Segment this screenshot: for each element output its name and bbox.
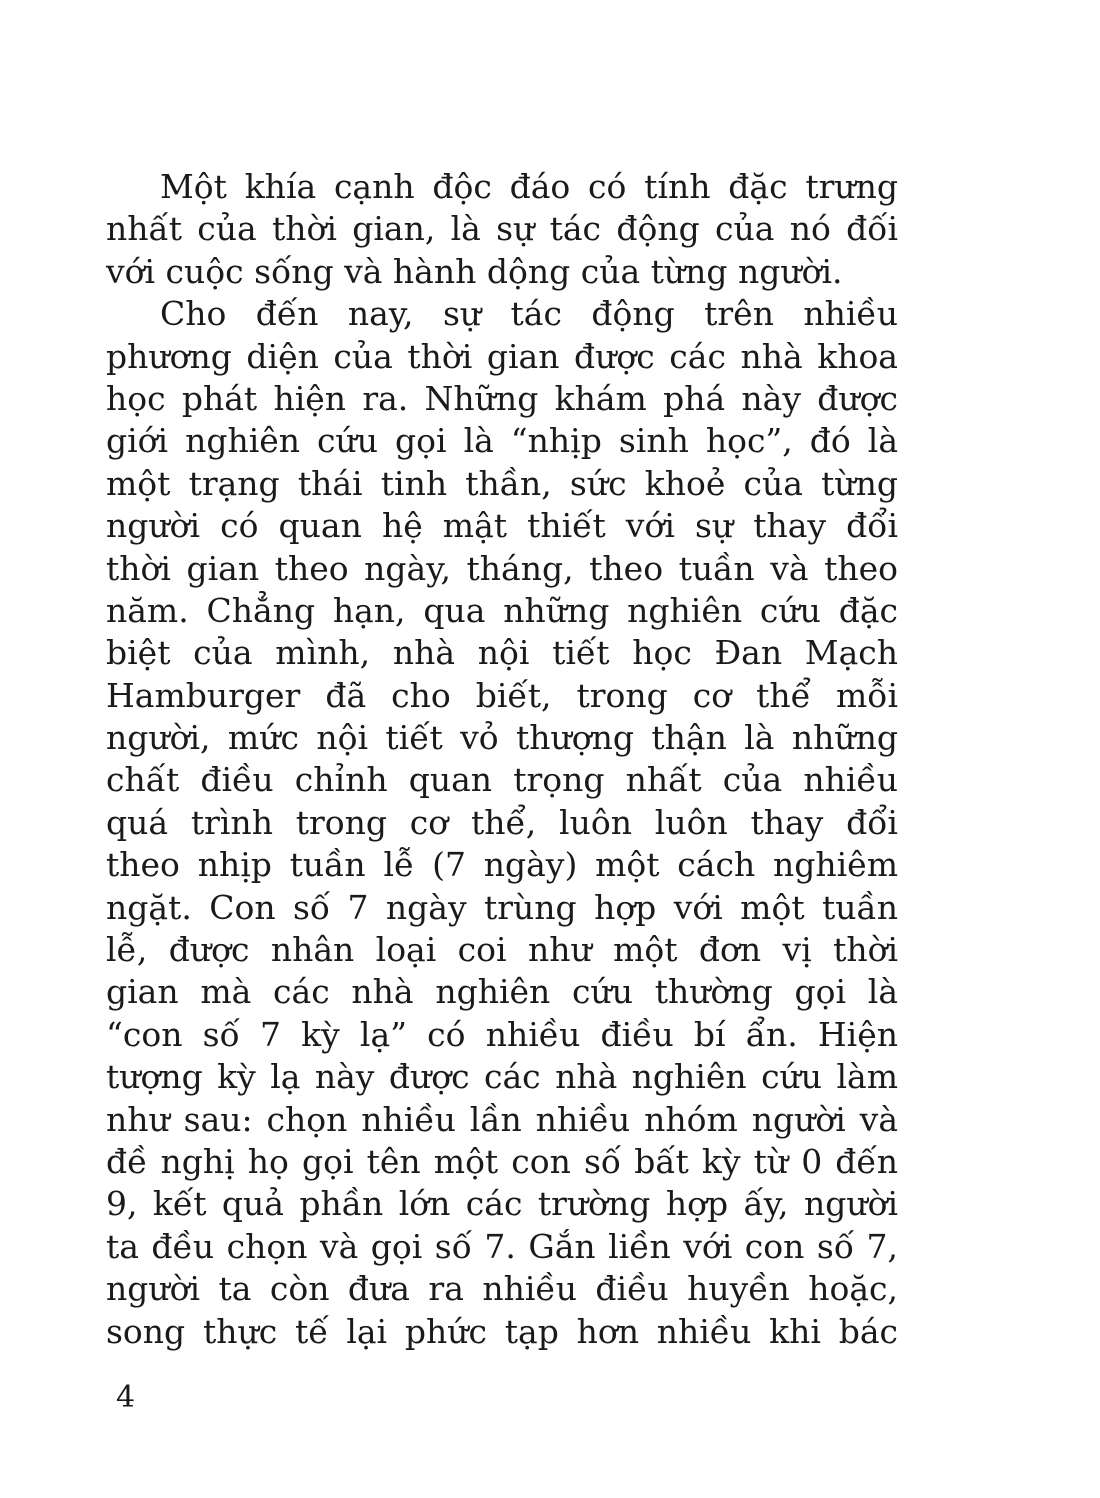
paragraph-2 <box>106 293 898 1353</box>
text-line: song thực tế lại phức tạp hơn nhiều khi bác <box>106 1311 898 1351</box>
text-line: ta đều chọn và gọi số 7. Gắn liền với con số 7, <box>106 1226 898 1266</box>
text-line: như sau: chọn nhiều lần nhiều nhóm người và <box>106 1099 898 1139</box>
body-text <box>106 166 898 1353</box>
text-line: ngặt. Con số 7 ngày trùng hợp với một tuần <box>106 887 898 927</box>
text-line: năm. Chẳng hạn, qua những nghiên cứu đặc <box>106 590 898 630</box>
text-line: đề nghị họ gọi tên một con số bất kỳ từ 0 đến <box>106 1141 898 1181</box>
text-line: giới nghiên cứu gọi là “nhịp sinh học”, đó là <box>106 421 898 461</box>
paragraph-1 <box>106 166 898 293</box>
text-line: Cho đến nay, sự tác động trên nhiều <box>160 294 898 334</box>
text-line: một trạng thái tinh thần, sức khoẻ của từng <box>106 463 898 503</box>
text-line: chất điều chỉnh quan trọng nhất của nhiều <box>106 760 898 800</box>
text-line: người ta còn đưa ra nhiều điều huyền hoặc, <box>106 1269 898 1309</box>
text-line: quá trình trong cơ thể, luôn luôn thay đổi <box>106 802 898 842</box>
text-line: biệt của mình, nhà nội tiết học Đan Mạch <box>106 633 898 673</box>
text-line: gian mà các nhà nghiên cứu thường gọi là <box>106 972 898 1012</box>
text-line: tượng kỳ lạ này được các nhà nghiên cứu làm <box>106 1057 898 1097</box>
text-line: người có quan hệ mật thiết với sự thay đổi <box>106 506 898 546</box>
text-line: “con số 7 kỳ lạ” có nhiều điều bí ẩn. Hiện <box>106 1014 898 1054</box>
text-line: Hamburger đã cho biết, trong cơ thể mỗi <box>106 675 898 715</box>
page-number: 4 <box>116 1380 136 1415</box>
text-line: lễ, được nhân loại coi như một đơn vị thời <box>106 930 898 970</box>
text-line: học phát hiện ra. Những khám phá này được <box>106 378 898 418</box>
text-line: phương diện của thời gian được các nhà khoa <box>106 336 898 376</box>
text-line: nhất của thời gian, là sự tác động của nó đối <box>106 209 898 249</box>
text-line: theo nhịp tuần lễ (7 ngày) một cách nghiêm <box>106 845 898 885</box>
text-line: người, mức nội tiết vỏ thượng thận là những <box>106 718 898 758</box>
text-line: thời gian theo ngày, tháng, theo tuần và theo <box>106 548 898 588</box>
text-line: với cuộc sống và hành dộng của từng người. <box>106 251 843 291</box>
text-line: 9, kết quả phần lớn các trường hợp ấy, người <box>106 1184 898 1224</box>
text-line: Một khía cạnh độc đáo có tính đặc trưng <box>160 167 898 206</box>
